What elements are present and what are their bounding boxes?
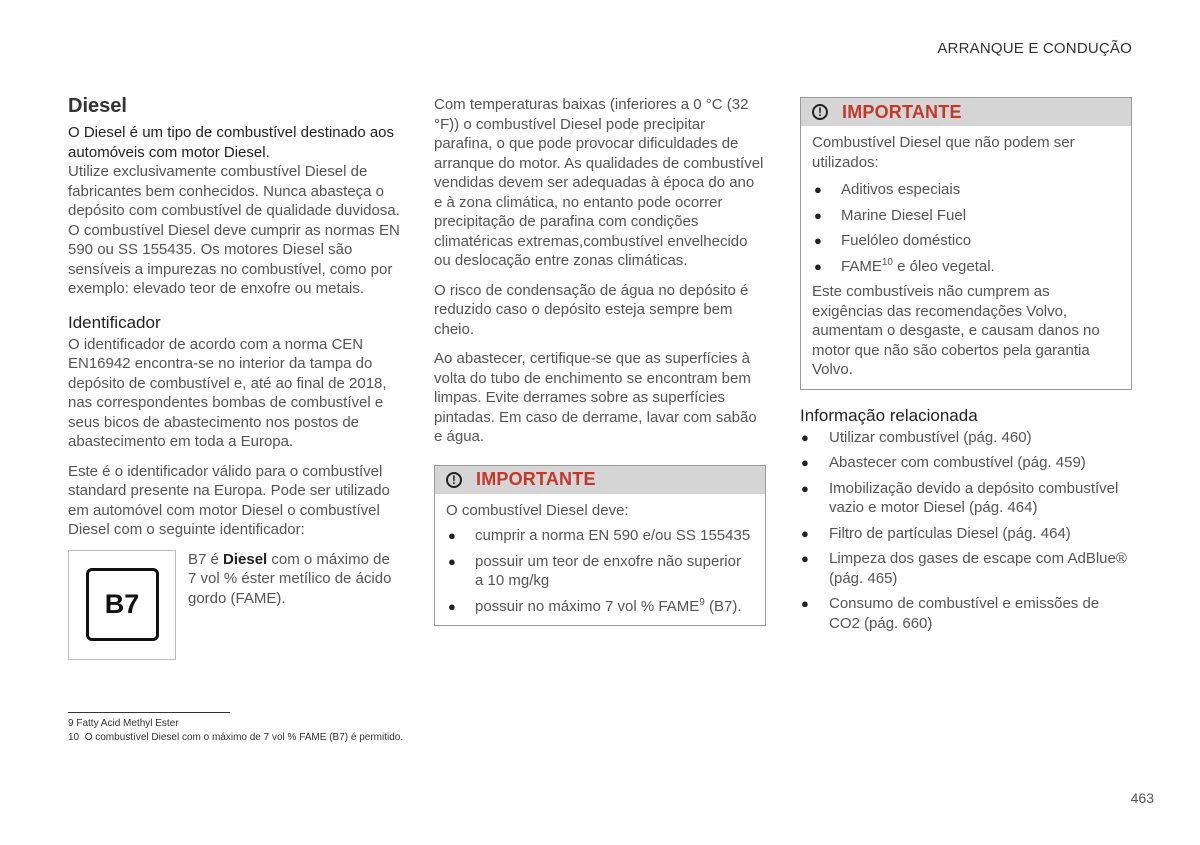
related-link[interactable]: ● Utilizar combustível (pág. 460) xyxy=(801,428,1032,446)
bullet-icon: ● xyxy=(801,525,809,541)
condensation-paragraph: O risco de condensação de água no depósito é reduzido caso o depósito esteja sempre bem cheio. xyxy=(434,281,749,338)
b7-identifier-symbol: B7 xyxy=(86,568,159,641)
warning-icon: ! xyxy=(446,472,462,488)
identifier-valid-paragraph: Este é o identificador válido para o combustível standard presente na Europa. Pode ser utilizado em automóvel com motor Diesel o combustível Diesel com o seguinte identificador: xyxy=(68,462,390,538)
bullet-icon: ● xyxy=(801,429,809,445)
b7-prefix: B7 é xyxy=(188,550,219,568)
important-box-forbidden xyxy=(800,97,1132,390)
footnote-ref: 9 xyxy=(699,596,705,608)
list-item: ● FAME$^{10}$ e óleo vegetal. xyxy=(814,256,995,275)
list-item: ● possuir um teor de enxofre não superior a 10 mg/kg xyxy=(448,552,741,589)
related-title: Informação relacionada xyxy=(800,405,978,425)
bullet-icon: ● xyxy=(448,553,456,569)
bullet-icon: ● xyxy=(814,207,822,223)
footnote-ref: 10 xyxy=(881,256,893,268)
diesel-paragraph: Utilize exclusivamente combustível Diesel de fabricantes bem conhecidos. Nunca abasteça o depósito com combustível de qualidade duvidosa. O combustível Diesel deve cumprir as normas EN 590 ou SS 155435. Os motores Diesel são sensíveis a impurezas no combustível, como por exemplo: elevado teor de enxofre ou metais. xyxy=(68,163,400,297)
b7-suffix: com o máximo de 7 vol % éster metílico de ácido gordo (FAME). xyxy=(188,550,392,607)
section-title: Diesel xyxy=(68,95,127,117)
column-right xyxy=(800,95,1132,633)
bullet-icon: ● xyxy=(801,596,809,611)
footnote-10: 10 O combustível Diesel com o máximo de 7 vol % FAME (B7) é permitido. xyxy=(68,732,404,743)
important-box-must xyxy=(434,465,766,627)
related-link[interactable]: ● Limpeza dos gases de escape com AdBlue® (pág. 465) xyxy=(801,550,1127,587)
column-middle xyxy=(434,95,766,626)
warning-icon: ! xyxy=(812,104,828,120)
important-title: IMPORTANTE xyxy=(842,101,962,122)
b7-identifier-row xyxy=(68,550,400,660)
bullet-icon: ● xyxy=(814,233,822,248)
identifier-paragraph: O identificador de acordo com a norma CEN EN16942 encontra-se no interior da tampa do depósito de combustível e, até ao final de 2018, nas correspondentes bombas de combustível e seus bicos de abastecimento nos postos de abastecimento em toda a Europa. xyxy=(68,335,387,450)
bullet-icon: ● xyxy=(448,598,456,614)
important-intro: O combustível Diesel deve: xyxy=(446,501,629,519)
important-title: IMPORTANTE xyxy=(476,469,596,489)
footnotes xyxy=(68,717,403,745)
lead-paragraph: O Diesel é um tipo de combustível destinado aos automóveis com motor Diesel. xyxy=(68,124,395,161)
footnote-divider xyxy=(68,712,230,713)
list-item: ● Fuelóleo doméstico xyxy=(814,232,972,249)
important-list xyxy=(446,526,753,616)
important-outro: Este combustíveis não cumprem as exigências das recomendações Volvo, aumentam o desgaste, e causam danos no motor que não são cobertos pela garantia Volvo. xyxy=(812,283,1100,378)
related-link[interactable]: ● Imobilização devido a depósito combustível vazio e motor Diesel (pág. 464) xyxy=(801,479,1119,516)
footnote-9: 9 Fatty Acid Methyl Ester xyxy=(68,718,179,729)
bullet-icon: ● xyxy=(448,528,456,543)
b7-bold: Diesel xyxy=(223,550,268,568)
refuel-paragraph: Ao abastecer, certifique-se que as superfícies à volta do tubo de enchimento se encontram bem limpas. Evite derrames sobre as superfícies pintadas. Em caso de derrame, lavar com sabão e água. xyxy=(434,350,757,445)
important-body xyxy=(435,494,765,626)
important-intro: Combustível Diesel que não podem ser utilizados: xyxy=(812,134,1075,171)
cold-temperature-paragraph: Com temperaturas baixas (inferiores a 0 °C (32 °F)) o combustível Diesel pode precipitar parafina, o que pode provocar dificuldades de arranque do motor. As qualidades de combustível vendidas devem ser adequadas à época do ano e à zona climática, no entanto pode ocorrer precipitação de parafina com condições climatéricas extremas,combustível envelhecido ou deslocação entre zonas climáticas. xyxy=(434,96,764,269)
list-item: ● cumprir a norma EN 590 e/ou SS 155435 xyxy=(448,527,751,544)
bullet-icon: ● xyxy=(801,551,809,566)
list-item: ● Aditivos especiais xyxy=(814,181,961,198)
important-header xyxy=(435,466,765,494)
running-header: ARRANQUE E CONDUÇÃO xyxy=(937,40,1132,57)
list-item: ● Marine Diesel Fuel xyxy=(814,206,967,224)
important-header xyxy=(801,98,1131,126)
related-link[interactable]: ● Abastecer com combustível (pág. 459) xyxy=(801,454,1086,471)
related-links-list xyxy=(800,428,1132,634)
bullet-icon: ● xyxy=(801,455,809,470)
bullet-icon: ● xyxy=(814,258,822,274)
bullet-icon: ● xyxy=(801,480,809,496)
related-link[interactable]: ● Consumo de combustível e emissões de CO2 (pág. 660) xyxy=(801,595,1100,632)
subsection-title: Identificador xyxy=(68,312,161,332)
important-list xyxy=(812,180,1119,276)
b7-identifier-frame xyxy=(68,550,176,660)
related-link[interactable]: ● Filtro de partículas Diesel (pág. 464) xyxy=(801,524,1071,542)
list-item: ● possuir no máximo 7 vol % FAME$^9$ (B7). xyxy=(448,596,742,615)
column-left xyxy=(68,95,400,660)
important-body xyxy=(801,126,1131,389)
page-number: 463 xyxy=(1130,790,1154,806)
b7-description xyxy=(188,550,400,609)
bullet-icon: ● xyxy=(814,182,822,197)
